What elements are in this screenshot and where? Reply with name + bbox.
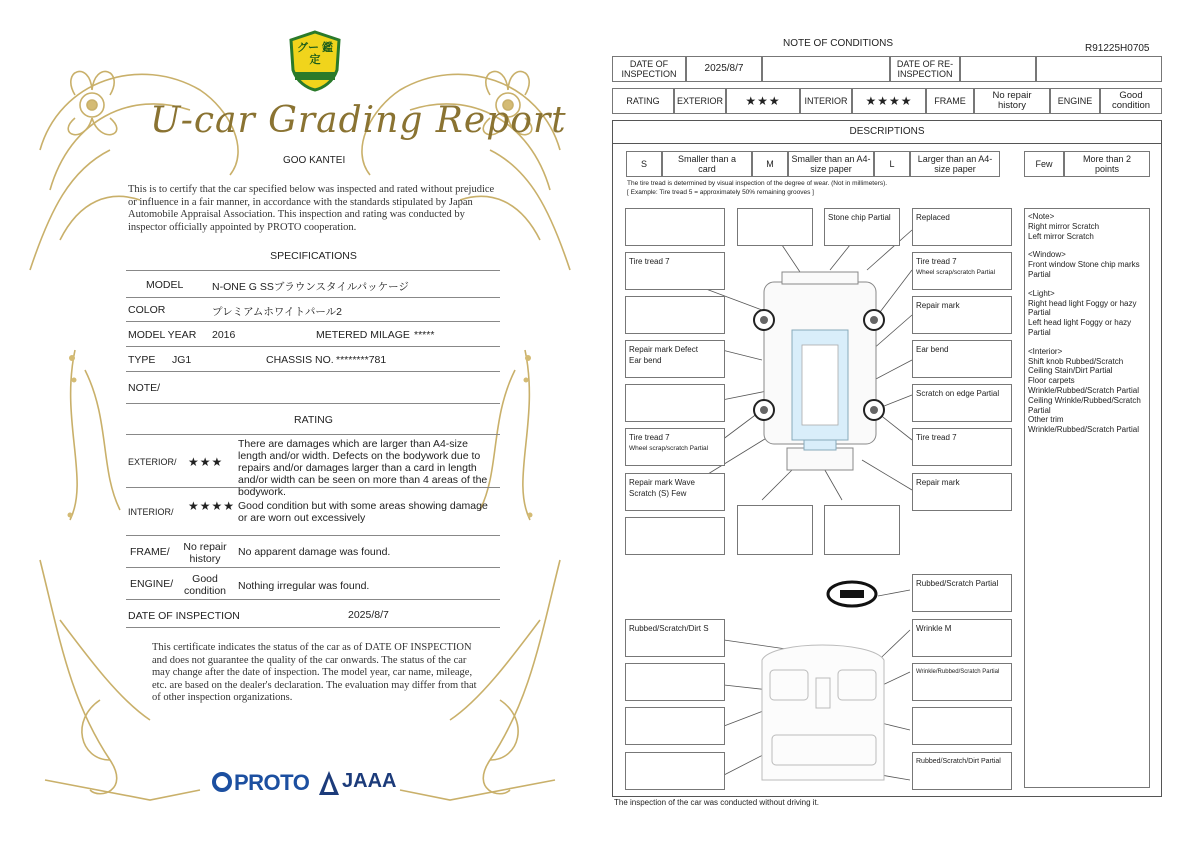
note-line: Left head light Foggy or hazy Partial [1028,318,1132,337]
repair-wave-text: Repair mark Wave [629,478,695,487]
box-rubbed-partial [912,574,1012,612]
rubbed-dirt-s-text: Rubbed/Scratch/Dirt S [629,624,709,633]
descriptions-heading: DESCRIPTIONS [612,120,1162,144]
frame-label: FRAME/ [130,546,170,558]
legend-m: M [752,151,788,177]
repair-right-text: Repair mark [916,301,960,310]
scratch-edge-text: Scratch on edge Partial [916,389,1000,398]
rubbed-dirt-partial-text: Rubbed/Scratch/Dirt Partial [916,758,1001,765]
box-rr-tire [912,428,1012,466]
box-rear-center-blank-1 [737,505,813,555]
report-title: U-car Grading Report [150,100,567,141]
repair-rear-text: Repair mark [916,478,960,487]
exterior-stars: ★★★ [188,455,224,469]
exterior-label: EXTERIOR/ [128,457,177,467]
tread-note-1: The tire tread is determined by visual inspection of the degree of wear. (Not in millimeters). [627,180,888,187]
box-scratch-edge [912,384,1012,422]
box-wrinkle-rubbed [912,663,1012,701]
note-line: <Interior> [1028,346,1063,356]
note-line: Shift knob Rubbed/Scratch [1028,356,1124,366]
proto-logo: PROTO [234,770,310,795]
stone-chip-text: Stone chip Partial [828,213,891,222]
box-interior-left-blank-3 [625,752,725,790]
box-repair-wave [625,473,725,511]
interior-stars: ★★★★ [188,499,236,513]
repair-defect-text: Repair mark Defect [629,345,698,354]
fr-tire-sub: Wheel scrap/scratch Partial [916,269,996,276]
legend-s-desc: Smaller than a card [662,151,752,177]
frame-description: No apparent damage was found. [238,546,391,558]
notes-list [1028,212,1146,435]
exterior-stars-cell: ★★★ [726,88,800,114]
note-line: <Window> [1028,250,1066,260]
box-interior-right-blank [912,707,1012,745]
box-repair-rear [912,473,1012,511]
note-line: <Note> [1028,212,1055,221]
date-blank-cell [762,56,890,82]
model-value: N-ONE G SSブラウンスタイルパッケージ [212,281,409,293]
sheet-footer: The inspection of the car was conducted without driving it. [614,798,819,807]
note-line: <Light> [1028,288,1055,298]
note-line [1028,280,1146,289]
sheet-title: NOTE OF CONDITIONS [783,38,893,49]
year-value: 2016 [212,329,236,341]
certificate-intro: This is to certify that the car specified below was inspected and rated without prejudice or influence in a fair manner, in accordance with the standards stipulated by Japan Automobile Appraisal Association. This inspection and rating was conducted by inspector officially appointed by PROTO cooperation. [128,184,495,233]
report-subtitle: GOO KANTEI [283,155,346,166]
note-line [1028,338,1146,347]
interior-label-cell: INTERIOR [800,88,852,114]
rating-row-exterior [126,434,500,498]
spec-row-year [126,322,500,347]
note-line: Left mirror Scratch [1028,231,1094,241]
year-label: MODEL YEAR [128,329,197,341]
wrinkle-m-text: Wrinkle M [916,624,952,633]
legend-l-desc: Larger than an A4-size paper [910,151,1000,177]
mileage-value: ***** [414,329,435,341]
box-rl-tire [625,428,725,466]
reinspection-value-2 [1036,56,1162,82]
interior-stars-cell: ★★★★ [852,88,926,114]
box-wrinkle-m [912,619,1012,657]
fl-tire-text: Tire tread 7 [629,257,670,266]
box-stone-chip [824,208,900,246]
date-of-inspection-label: DATE OF INSPECTION [612,56,686,82]
note-line [1028,241,1146,250]
box-rear-center-blank-2 [824,505,900,555]
notes-panel [1024,208,1150,788]
spec-row-note [126,372,500,404]
type-label: TYPE [128,354,156,366]
box-front-center-blank [737,208,813,246]
legend-few: Few [1024,151,1064,177]
engine-label: ENGINE/ [130,578,174,590]
spec-row-type [126,347,500,372]
legend-s: S [626,151,662,177]
engine-value-cell: Good condition [1100,88,1162,114]
jaaa-logo-icon [318,770,340,796]
engine-label-cell: ENGINE [1050,88,1100,114]
interior-label: INTERIOR/ [128,507,174,517]
box-left-blank-1 [625,296,725,334]
note-line: Floor carpets Wrinkle/Rubbed/Scratch Partial [1028,376,1140,395]
box-repair-defect [625,340,725,378]
mileage-label: METERED MILAGE [316,329,410,341]
note-line: Ceiling Stain/Dirt Partial [1028,366,1113,376]
rubbed-partial-text: Rubbed/Scratch Partial [916,579,999,588]
frame-value-cell: No repair history [974,88,1050,114]
replaced-text: Replaced [916,213,950,222]
chassis-value: ********781 [336,354,387,366]
rl-tire-sub: Wheel scrap/scratch Partial [629,445,709,452]
box-left-blank-2 [625,384,725,422]
legend-few-desc: More than 2 points [1064,151,1150,177]
tread-note-2: [ Example: Tire tread 5 = approximately 50% remaining grooves ] [627,189,814,196]
rating-row-interior [126,488,500,536]
legend-l: L [874,151,910,177]
spec-row-model [126,270,500,298]
box-interior-left-blank-1 [625,663,725,701]
wrinkle-rubbed-text: Wrinkle/Rubbed/Scratch Partial [916,669,1000,675]
inspection-date-label: DATE OF INSPECTION [128,610,240,622]
model-label: MODEL [146,279,184,291]
rating-row-frame [126,536,500,568]
proto-logo-icon [212,772,232,796]
box-replaced [912,208,1012,246]
chassis-label: CHASSIS NO. [266,354,334,366]
legend-m-desc: Smaller than an A4-size paper [788,151,874,177]
box-interior-left-blank-2 [625,707,725,745]
note-label: NOTE/ [128,382,161,394]
engine-description: Nothing irregular was found. [238,580,370,592]
engine-value: Good condition [183,573,227,597]
interior-description: Good condition but with some areas showing damage or are worn out excessively [238,500,488,524]
specifications-heading: SPECIFICATIONS [270,250,357,262]
ear-bend-left-text: Ear bend [629,356,662,365]
ear-bend-right-text: Ear bend [916,345,949,354]
inspection-date-value: 2025/8/7 [348,609,389,621]
box-fl-tire [625,252,725,290]
rl-tire-text: Tire tread 7 [629,433,670,442]
rating-heading: RATING [294,414,333,426]
box-repair-right [912,296,1012,334]
note-line: Front window Stone chip marks Partial [1028,260,1140,279]
box-rubbed-dirt-s [625,619,725,657]
rating-label: RATING [612,88,674,114]
rating-row-date [126,600,500,628]
color-label: COLOR [128,304,166,316]
reinspection-value-1 [960,56,1036,82]
frame-label-cell: FRAME [926,88,974,114]
date-of-reinspection-label: DATE OF RE-INSPECTION [890,56,960,82]
note-line: Right mirror Scratch [1028,221,1100,231]
box-ear-bend-right [912,340,1012,378]
rating-row-engine [126,568,500,600]
box-rubbed-dirt-partial [912,752,1012,790]
box-left-blank-3 [625,517,725,555]
exterior-description: There are damages which are larger than A4-size length and/or width. Defects on the bodywork due to repairs and/or damages larger than a card in length and/or width can be seen on more than 4 areas of the bodywork. [238,438,488,498]
sheet-reference: R91225H0705 [1085,43,1150,54]
note-line: Right head light Foggy or hazy Partial [1028,298,1137,318]
note-line: Other trim Wrinkle/Rubbed/Scratch Partial [1028,415,1140,435]
note-line: Ceiling Wrinkle/Rubbed/Scratch Partial [1028,395,1141,415]
color-value: プレミアムホワイトパール2 [212,306,342,318]
frame-value: No repair history [183,541,227,565]
rr-tire-text: Tire tread 7 [916,433,957,442]
box-fr-tire [912,252,1012,290]
spec-row-color [126,298,500,322]
date-of-inspection-value: 2025/8/7 [686,56,762,82]
certificate-footer: This certificate indicates the status of the car as of DATE OF INSPECTION and does not guarantee the quality of the car onwards. The status of the car may change after the date of inspection. The model year, car name, mileage, etc. are based on the dealer's declaration. The evaluation may differ from that of other inspection organizations. [152,642,477,703]
badge-text: グー 鑑定 [296,42,334,66]
type-value: JG1 [172,354,192,366]
exterior-label-cell: EXTERIOR [674,88,726,114]
box-front-left-blank [625,208,725,246]
scratch-few-text: Scratch (S) Few [629,489,687,498]
jaaa-logo: JAAA [342,770,397,792]
fr-tire-text: Tire tread 7 [916,257,957,266]
